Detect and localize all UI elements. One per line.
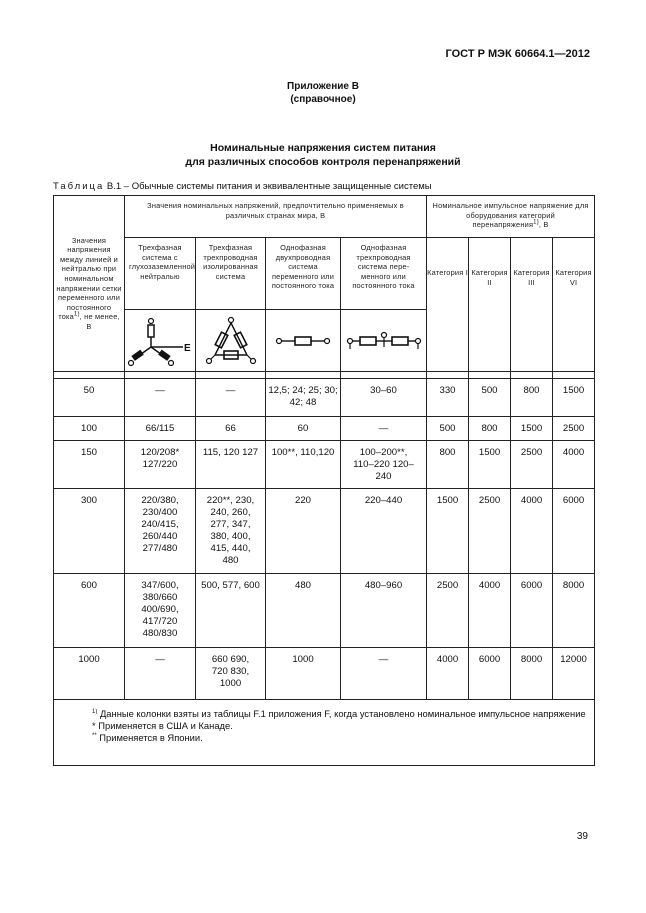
cell-category-1: 4000 [427, 648, 469, 700]
annex-title: Приложение В [287, 81, 359, 92]
page-title-line-2: для различных способов контроля перенапряжений [185, 156, 461, 168]
cell-1phase-3wire: 30–60 [341, 379, 427, 417]
two-wire-icon [271, 331, 335, 351]
cell-1phase-2wire: 480 [266, 574, 341, 648]
cell-category-2: 500 [469, 379, 511, 417]
col-header-voltage: Значения напряжения между линией и нейтралью при номинальном напряжении сетки переменного или постоянного тока$^{1)}$, не менее, В [54, 196, 125, 372]
cell-category-4: 6000 [553, 489, 595, 574]
category-header-2: Категория II [469, 238, 511, 372]
schematic-1phase-3wire [341, 310, 427, 372]
category-header-1: Категория I [427, 238, 469, 372]
voltage-table [53, 195, 595, 766]
cell-3phase-grounded: — [125, 379, 196, 417]
cell-3phase-grounded: 120/208* 127/220 [125, 441, 196, 489]
cell-1phase-3wire: 100–200**, 110–220 120–240 [341, 441, 427, 489]
cell-category-3: 1500 [511, 417, 553, 441]
star-connection-icon [125, 313, 195, 369]
cell-category-2: 6000 [469, 648, 511, 700]
cell-3phase-isolated: 660 690, 720 830, 1000 [196, 648, 266, 700]
cell-1phase-2wire: 60 [266, 417, 341, 441]
cell-3phase-isolated: 220**, 230, 240, 260, 277, 347, 380, 400, 415, 440, 480 [196, 489, 266, 574]
cell-3phase-isolated: 500, 577, 600 [196, 574, 266, 648]
schematic-3phase-isolated [196, 310, 266, 372]
schematic-1phase-2wire [266, 310, 341, 372]
cell-voltage: 150 [54, 441, 125, 489]
cell-3phase-grounded: 220/380, 230/400 240/415, 260/440 277/480 [125, 489, 196, 574]
table-caption-text: В.1 – Обычные системы питания и эквивалентные защищенные системы [104, 181, 432, 192]
footnote-3: ** Применяется в Японии. [92, 732, 203, 743]
cell-3phase-isolated: — [196, 379, 266, 417]
page-title [0, 141, 646, 169]
cell-3phase-grounded: 66/115 [125, 417, 196, 441]
cell-category-2: 1500 [469, 441, 511, 489]
footnote-1: $^{1)}$ Данные колонки взяты из таблицы F.1 приложения F, когда установлено номинальное импульсное напряжение [92, 708, 586, 719]
delta-connection-icon [201, 313, 261, 369]
cell-1phase-2wire: 12,5; 24; 25; 30; 42; 48 [266, 379, 341, 417]
cell-category-1: 330 [427, 379, 469, 417]
sub-header-3phase-grounded: Трехфазная система с глухозаземленной нейтралью [125, 238, 196, 310]
cell-category-4: 12000 [553, 648, 595, 700]
cell-category-1: 500 [427, 417, 469, 441]
three-wire-icon [344, 329, 424, 353]
cell-3phase-grounded: — [125, 648, 196, 700]
cell-voltage: 50 [54, 379, 125, 417]
cell-category-2: 4000 [469, 574, 511, 648]
ground-label: E [184, 342, 191, 354]
group-header-impulse-voltage: Номинальное импульсное напряжение для оборудования категорий перенапряжения$^{1)}$, В [427, 196, 595, 238]
group-header-nominal-voltages: Значения номинальных напряжений, предпочтительно применяемых в различных странах мира, В [125, 196, 427, 238]
cell-3phase-isolated: 66 [196, 417, 266, 441]
cell-voltage: 600 [54, 574, 125, 648]
cell-1phase-2wire: 1000 [266, 648, 341, 700]
cell-category-4: 4000 [553, 441, 595, 489]
category-header-4: Категория VI [553, 238, 595, 372]
document-id: ГОСТ Р МЭК 60664.1—2012 [445, 48, 590, 60]
category-header-3: Категория III [511, 238, 553, 372]
cell-1phase-3wire: — [341, 417, 427, 441]
cell-1phase-3wire: 220–440 [341, 489, 427, 574]
cell-category-2: 2500 [469, 489, 511, 574]
schematic-3phase-grounded [125, 310, 196, 372]
cell-category-1: 1500 [427, 489, 469, 574]
table-row [54, 441, 595, 489]
cell-voltage: 300 [54, 489, 125, 574]
cell-category-3: 4000 [511, 489, 553, 574]
table-row [54, 379, 595, 417]
table-row [54, 574, 595, 648]
table-row [54, 489, 595, 574]
cell-voltage: 100 [54, 417, 125, 441]
page-title-line-1: Номинальные напряжения систем питания [210, 142, 436, 154]
table-caption-label: Таблица [53, 181, 105, 192]
cell-category-4: 2500 [553, 417, 595, 441]
cell-category-1: 2500 [427, 574, 469, 648]
cell-1phase-2wire: 100**, 110,120 [266, 441, 341, 489]
footnote-2: * Применяется в США и Канаде. [92, 720, 233, 731]
annex-heading [0, 80, 646, 106]
sub-header-1phase-2wire: Однофазная двухпроводная система переменного или постоянного тока [266, 238, 341, 310]
cell-category-3: 6000 [511, 574, 553, 648]
cell-1phase-3wire: — [341, 648, 427, 700]
cell-voltage: 1000 [54, 648, 125, 700]
page-number: 39 [576, 831, 588, 842]
cell-category-3: 8000 [511, 648, 553, 700]
sub-header-1phase-3wire: Однофазная трехпроводная система переменного или постоянного тока [341, 238, 427, 310]
table-row [54, 648, 595, 700]
table-caption [53, 181, 432, 192]
cell-3phase-grounded: 347/600, 380/660 400/690, 417/720 480/830 [125, 574, 196, 648]
cell-category-4: 8000 [553, 574, 595, 648]
cell-1phase-2wire: 220 [266, 489, 341, 574]
cell-category-2: 800 [469, 417, 511, 441]
cell-1phase-3wire: 480–960 [341, 574, 427, 648]
table-notes [54, 700, 595, 766]
cell-category-3: 800 [511, 379, 553, 417]
cell-category-1: 800 [427, 441, 469, 489]
sub-header-3phase-isolated: Трехфазная трехпроводная изолированная система [196, 238, 266, 310]
cell-3phase-isolated: 115, 120 127 [196, 441, 266, 489]
table-row [54, 417, 595, 441]
annex-subtitle: (справочное) [290, 94, 356, 105]
cell-category-3: 2500 [511, 441, 553, 489]
cell-category-4: 1500 [553, 379, 595, 417]
